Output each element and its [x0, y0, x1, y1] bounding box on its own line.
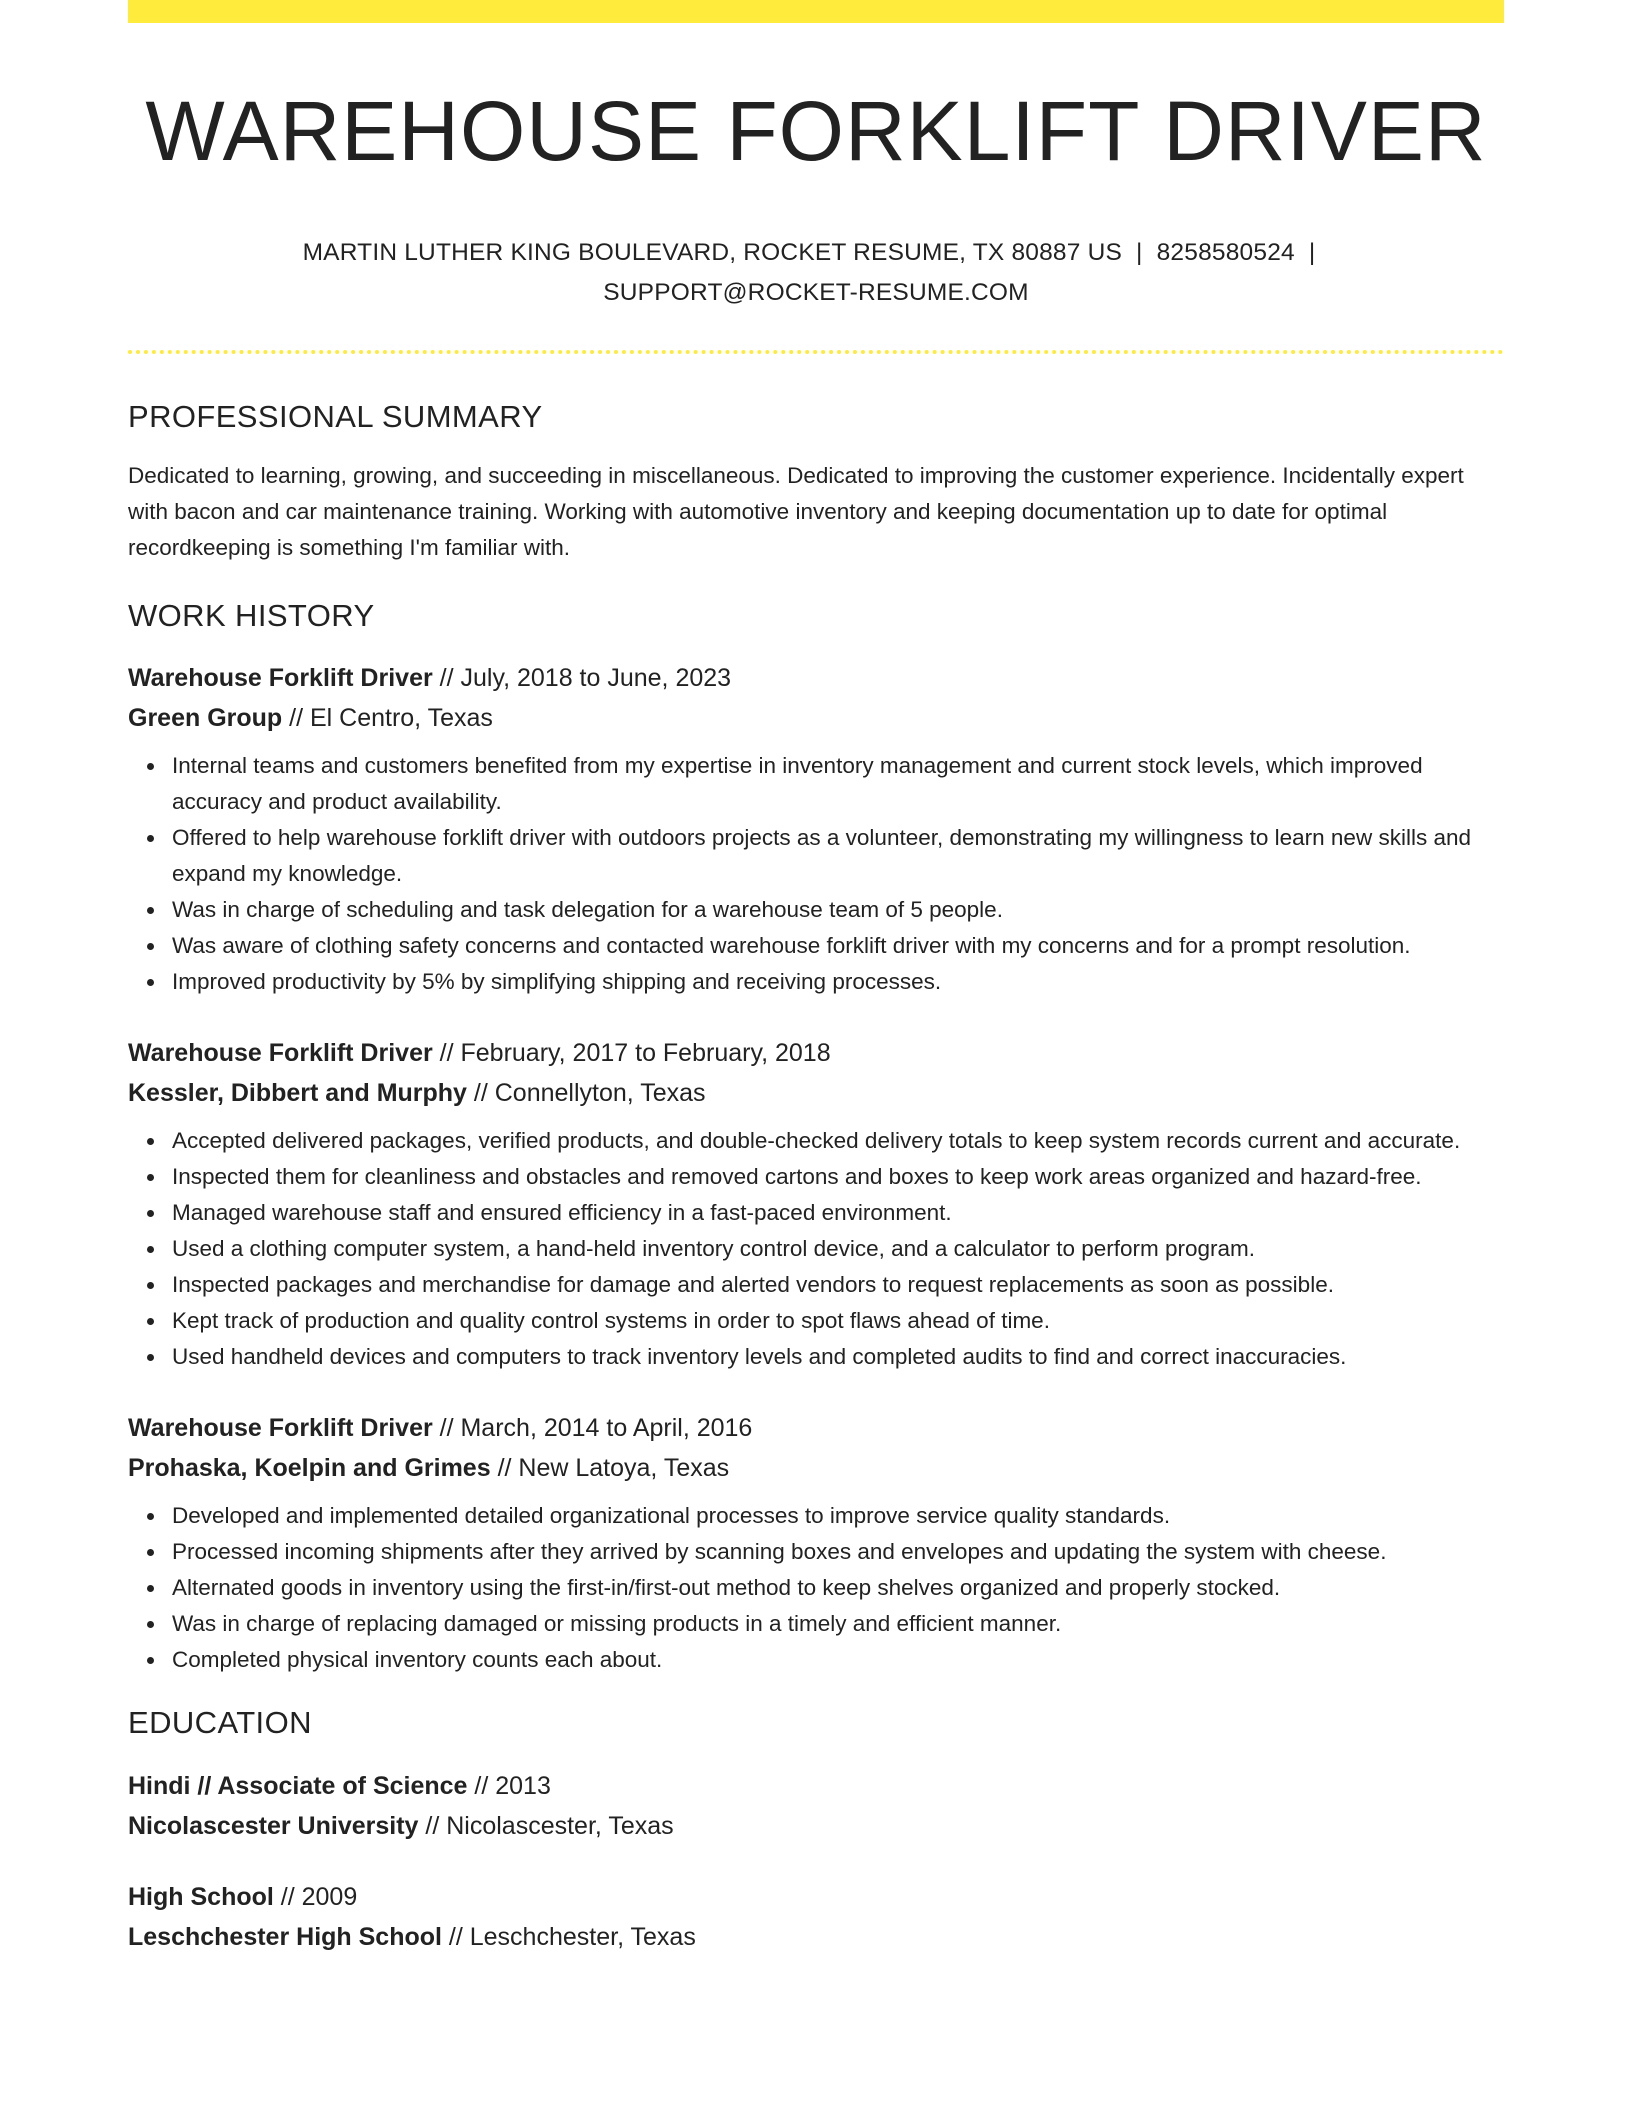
- edu-school: Leschchester High School: [128, 1923, 442, 1952]
- list-item: Was in charge of scheduling and task delegation for a warehouse team of 5 people.: [172, 892, 1504, 928]
- contact-phone: 8258580524: [1156, 239, 1295, 267]
- job-location: // New Latoya, Texas: [490, 1454, 730, 1483]
- resume-name: WAREHOUSE FORKLIFT DRIVER: [145, 84, 1487, 178]
- list-item: Internal teams and customers benefited from my expertise in inventory management and current stock levels, which improved accuracy and product availability.: [172, 748, 1504, 820]
- job-company: Prohaska, Koelpin and Grimes: [128, 1454, 491, 1483]
- contact-info: [128, 233, 1504, 313]
- edu-degree-line: [128, 1766, 1504, 1806]
- list-item: Improved productivity by 5% by simplifying shipping and receiving processes.: [172, 964, 1504, 1000]
- edu-location: // Leschchester, Texas: [441, 1923, 696, 1952]
- job-company-line: [128, 1073, 1504, 1113]
- education-heading: EDUCATION: [128, 1705, 312, 1741]
- job-location: // Connellyton, Texas: [466, 1079, 706, 1108]
- job-dates: // July, 2018 to June, 2023: [432, 664, 732, 693]
- contact-separator: |: [1136, 239, 1143, 267]
- list-item: Inspected them for cleanliness and obstacles and removed cartons and boxes to keep work areas organized and hazard-free.: [172, 1159, 1504, 1195]
- job-dates: // March, 2014 to April, 2016: [432, 1414, 753, 1443]
- list-item: Processed incoming shipments after they arrived by scanning boxes and envelopes and updating the system with cheese.: [172, 1534, 1504, 1570]
- job-location: // El Centro, Texas: [282, 704, 493, 733]
- list-item: Was aware of clothing safety concerns and contacted warehouse forklift driver with my concerns and for a prompt resolution.: [172, 928, 1504, 964]
- list-item: Used handheld devices and computers to track inventory levels and completed audits to find and correct inaccuracies.: [172, 1339, 1504, 1375]
- job-entry: [128, 1033, 1504, 1375]
- list-item: Inspected packages and merchandise for damage and alerted vendors to request replacements as soon as possible.: [172, 1267, 1504, 1303]
- job-position: Warehouse Forklift Driver: [128, 1414, 433, 1443]
- job-company-line: [128, 1448, 1504, 1488]
- job-entry: [128, 1408, 1504, 1678]
- list-item: Used a clothing computer system, a hand-held inventory control device, and a calculator to perform program.: [172, 1231, 1504, 1267]
- edu-school-line: [128, 1917, 1504, 1957]
- job-position: Warehouse Forklift Driver: [128, 664, 433, 693]
- edu-degree: High School: [128, 1883, 274, 1912]
- job-position: Warehouse Forklift Driver: [128, 1039, 433, 1068]
- list-item: Developed and implemented detailed organizational processes to improve service quality standards.: [172, 1498, 1504, 1534]
- accent-top-bar: [128, 0, 1504, 23]
- job-title-line: [128, 658, 1504, 698]
- contact-email[interactable]: SUPPORT@ROCKET-RESUME.COM: [603, 279, 1029, 307]
- job-company-line: [128, 698, 1504, 738]
- list-item: Accepted delivered packages, verified products, and double-checked delivery totals to keep system records current and accurate.: [172, 1123, 1504, 1159]
- contact-separator: |: [1308, 239, 1316, 267]
- job-company: Kessler, Dibbert and Murphy: [128, 1079, 467, 1108]
- summary-text: Dedicated to learning, growing, and succeeding in miscellaneous. Dedicated to improving the customer experience. Incidentally expert with bacon and car maintenance training. Working with automotive inventory and keeping documentation up to date for optimal recordkeeping is something I'm familiar with.: [128, 463, 1464, 561]
- dotted-divider: [128, 350, 1504, 354]
- job-bullets: [128, 1123, 1504, 1375]
- job-entry: [128, 658, 1504, 1000]
- edu-school-line: [128, 1806, 1504, 1846]
- job-bullets: [128, 748, 1504, 1000]
- edu-year: // 2009: [273, 1883, 358, 1912]
- education-entry: [128, 1877, 1504, 1957]
- edu-year: // 2013: [467, 1772, 551, 1801]
- edu-degree-line: [128, 1877, 1504, 1917]
- list-item: Completed physical inventory counts each about.: [172, 1642, 1504, 1678]
- contact-address: MARTIN LUTHER KING BOULEVARD, ROCKET RESUME, TX 80887 US: [302, 239, 1123, 267]
- education-entry: [128, 1766, 1504, 1846]
- list-item: Kept track of production and quality control systems in order to spot flaws ahead of time.: [172, 1303, 1504, 1339]
- job-title-line: [128, 1408, 1504, 1448]
- list-item: Managed warehouse staff and ensured efficiency in a fast-paced environment.: [172, 1195, 1504, 1231]
- edu-degree: Hindi // Associate of Science: [128, 1772, 468, 1801]
- list-item: Alternated goods in inventory using the first-in/first-out method to keep shelves organized and properly stocked.: [172, 1570, 1504, 1606]
- resume-page: [128, 0, 1504, 1957]
- summary-heading: PROFESSIONAL SUMMARY: [128, 399, 543, 435]
- work-history-heading: WORK HISTORY: [128, 598, 375, 634]
- list-item: Was in charge of replacing damaged or missing products in a timely and efficient manner.: [172, 1606, 1504, 1642]
- edu-school: Nicolascester University: [128, 1812, 419, 1841]
- job-dates: // February, 2017 to February, 2018: [432, 1039, 831, 1068]
- job-title-line: [128, 1033, 1504, 1073]
- job-bullets: [128, 1498, 1504, 1678]
- job-company: Green Group: [128, 704, 283, 733]
- edu-location: // Nicolascester, Texas: [418, 1812, 674, 1841]
- list-item: Offered to help warehouse forklift driver with outdoors projects as a volunteer, demonstrating my willingness to learn new skills and expand my knowledge.: [172, 820, 1504, 892]
